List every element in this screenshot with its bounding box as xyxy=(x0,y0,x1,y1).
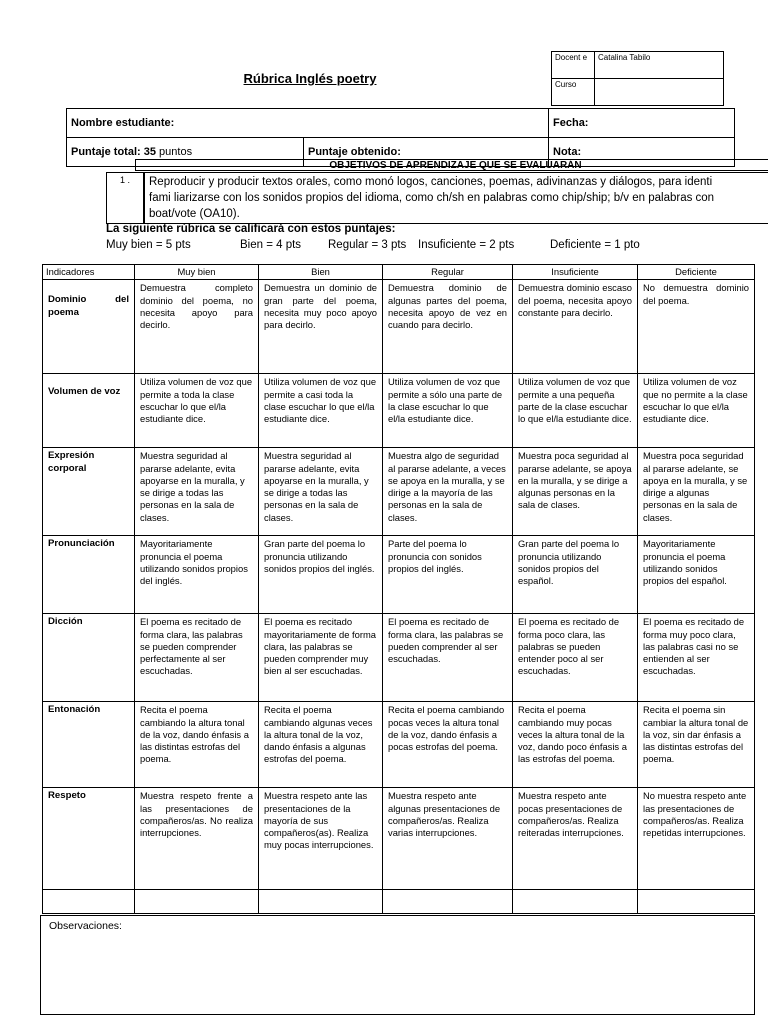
rubric-cell: Mayoritariamente pronuncia el poema utilizando sonidos propios del inglés. xyxy=(135,536,259,614)
rubric-cell: Recita el poema cambiando pocas veces la altura tonal de la voz, dando énfasis a pocas estrofas del poema. xyxy=(383,702,513,788)
rubric-cell: Mayoritariamente pronuncia el poema utilizando sonidos propios del español. xyxy=(638,536,755,614)
objective-line: fami liarizarse con los sonidos propios del idioma, como ch/sh en palabras como chip/ship; b/v en palabras con xyxy=(149,192,715,204)
rubric-cell: Demuestra completo dominio del poema, no necesita apoyo para decirlo. xyxy=(135,280,259,374)
table-row xyxy=(43,448,755,536)
rubric-cell: Muestra poca seguridad al pararse adelante, se apoya en la muralla, y se dirige a algunas personas en la sala de clases. xyxy=(513,448,638,536)
table-row xyxy=(43,614,755,702)
rubric-cell: El poema es recitado de forma muy poco clara, las palabras casi no se entienden al ser escuchadas. xyxy=(638,614,755,702)
empty-cell[interactable] xyxy=(259,890,383,914)
rubric-cell: Muestra seguridad al pararse adelante, evita apoyarse en la muralla, y se dirige a todas las personas en la sala de clases. xyxy=(135,448,259,536)
rubric-header-row xyxy=(43,265,755,280)
rubric-cell: Muestra respeto ante las presentaciones de la mayoría de sus compañeros(as). Realiza muy pocas interrupciones. xyxy=(259,788,383,890)
indicator-expresion: Expresión corporal xyxy=(43,448,135,536)
puntaje-obtenido-label: Puntaje obtenido: xyxy=(307,146,401,158)
curso-value[interactable] xyxy=(595,79,724,106)
fecha-field[interactable] xyxy=(549,109,735,138)
scale-heading: La siguiente rúbrica se calificará con estos puntajes: xyxy=(106,223,396,235)
nombre-estudiante-field[interactable] xyxy=(67,109,549,138)
rubric-cell: Recita el poema sin cambiar la altura tonal de la voz, sin dar énfasis a las distintas estrofas del poema. xyxy=(638,702,755,788)
puntaje-total-value: 35 xyxy=(143,146,156,158)
objective-line: boat/vote (OA10). xyxy=(149,208,240,220)
header-insuficiente: Insuficiente xyxy=(513,265,638,280)
table-row xyxy=(43,702,755,788)
indicator-pronunciacion: Pronunciación xyxy=(43,536,135,614)
rubric-cell: Demuestra un dominio de gran parte del poema, necesita muy poco apoyo para decirlo. xyxy=(259,280,383,374)
page-title: Rúbrica Inglés poetry xyxy=(243,71,377,86)
header-bien: Bien xyxy=(259,265,383,280)
rubric-cell: Parte del poema lo pronuncia con sonidos propios del inglés. xyxy=(383,536,513,614)
empty-cell[interactable] xyxy=(513,890,638,914)
observaciones-box[interactable] xyxy=(40,915,755,1015)
indicator-volumen: Volumen de voz xyxy=(43,374,135,448)
rubric-cell: Recita el poema cambiando muy pocas veces la altura tonal de la voz, dando poco énfasis a las estrofas del poema. xyxy=(513,702,638,788)
nota-label: Nota: xyxy=(553,146,582,158)
rubric-cell: Gran parte del poema lo pronuncia utilizando sonidos propios del inglés. xyxy=(259,536,383,614)
scale-item-bien: Bien = 4 pts xyxy=(240,239,302,251)
rubric-cell: No demuestra dominio del poema. xyxy=(638,280,755,374)
indicator-entonacion: Entonación xyxy=(43,702,135,788)
table-row-empty xyxy=(43,890,755,914)
table-row xyxy=(43,788,755,890)
rubric-cell: Recita el poema cambiando la altura tonal de la voz, dando énfasis a las distintas estrofas del poema. xyxy=(135,702,259,788)
empty-cell[interactable] xyxy=(383,890,513,914)
indicator-diccion: Dicción xyxy=(43,614,135,702)
rubric-cell: Muestra respeto ante algunas presentaciones de compañeros/as. Realiza varias interrupciones. xyxy=(383,788,513,890)
nombre-estudiante-label: Nombre estudiante: xyxy=(71,117,175,129)
rubric-cell: Muestra respeto ante pocas presentaciones de compañeros/as. Realiza reiteradas interrupciones. xyxy=(513,788,638,890)
header-indicadores: Indicadores xyxy=(43,265,135,280)
empty-cell[interactable] xyxy=(43,890,135,914)
rubric-cell: No muestra respeto ante las presentaciones de compañeros/as. Realiza repetidas interrupciones. xyxy=(638,788,755,890)
rubric-cell: Utiliza volumen de voz que permite a una pequeña parte de la clase escuchar lo que el/la estudiante dice. xyxy=(513,374,638,448)
rubric-cell: Demuestra dominio de algunas partes del poema, necesita apoyo de vez en cuando para decirlo. xyxy=(383,280,513,374)
teacher-info-box xyxy=(551,51,724,106)
rubric-cell: Utiliza volumen de voz que permite a sólo una parte de la clase escuchar lo que el/la estudiante dice. xyxy=(383,374,513,448)
empty-cell[interactable] xyxy=(638,890,755,914)
header-deficiente: Deficiente xyxy=(638,265,755,280)
indicator-respeto: Respeto xyxy=(43,788,135,890)
table-row xyxy=(43,536,755,614)
objective-line: Reproducir y producir textos orales, como monó logos, canciones, poemas, adivinanzas y diálogos, para identi xyxy=(149,176,713,188)
table-row xyxy=(43,374,755,448)
rubric-table xyxy=(42,264,755,914)
rubric-cell: El poema es recitado mayoritariamente de forma clara, las palabras se pueden comprender muy bien al ser escuchadas. xyxy=(259,614,383,702)
rubric-cell: Demuestra dominio escaso del poema, necesita apoyo constante para decirlo. xyxy=(513,280,638,374)
docente-label: Docent e xyxy=(552,52,595,79)
docente-value: Catalina Tabilo xyxy=(595,52,724,79)
rubric-cell: Utiliza volumen de voz que permite a toda la clase escuchar lo que el/la estudiante dice. xyxy=(135,374,259,448)
rubric-cell: Utiliza volumen de voz que permite a casi toda la clase escuchar lo que el/la estudiante dice. xyxy=(259,374,383,448)
observaciones-label: Observaciones: xyxy=(49,920,122,932)
rubric-cell: Recita el poema cambiando algunas veces la altura tonal de la voz, dando énfasis a algunas estrofas del poema. xyxy=(259,702,383,788)
rubric-cell: El poema es recitado de forma poco clara, las palabras se pueden entender poco al ser escuchadas. xyxy=(513,614,638,702)
indicator-dominio: Dominio del poema xyxy=(43,280,135,374)
puntaje-total-unit: puntos xyxy=(159,146,193,158)
rubric-cell: Gran parte del poema lo pronuncia utilizando sonidos propios del español. xyxy=(513,536,638,614)
header-muy-bien: Muy bien xyxy=(135,265,259,280)
objectives-header: OBJETIVOS DE APRENDIZAJE QUE SE EVALUARÁN xyxy=(135,159,768,171)
table-row xyxy=(43,280,755,374)
rubric-cell: Muestra poca seguridad al pararse adelante, se apoya en la muralla, y se dirige a algunas personas en la sala de clases. xyxy=(638,448,755,536)
rubric-cell: El poema es recitado de forma clara, las palabras se pueden comprender perfectamente al ser escuchadas. xyxy=(135,614,259,702)
objective-text xyxy=(144,172,768,224)
curso-label: Curso xyxy=(552,79,595,106)
scale-item-muy-bien: Muy bien = 5 pts xyxy=(106,239,191,251)
objective-number: 1 . xyxy=(106,172,144,224)
scale-item-regular: Regular = 3 pts xyxy=(328,239,407,251)
empty-cell[interactable] xyxy=(135,890,259,914)
rubric-cell: Muestra algo de seguridad al pararse adelante, a veces se apoya en la muralla, y se dirige a la mayoría de las personas en la sala de clases. xyxy=(383,448,513,536)
scale-item-insuficiente: Insuficiente = 2 pts xyxy=(418,239,515,251)
rubric-cell: Utiliza volumen de voz que no permite a la clase escuchar lo que el/la estudiante dice. xyxy=(638,374,755,448)
puntaje-total-label: Puntaje total: xyxy=(71,146,141,158)
rubric-cell: Muestra seguridad al pararse adelante, evita apoyarse en la muralla, y se dirige a todas las personas en la sala de clases. xyxy=(259,448,383,536)
scale-item-deficiente: Deficiente = 1 pto xyxy=(550,239,640,251)
rubric-cell: El poema es recitado de forma clara, las palabras se pueden comprender al ser escuchadas. xyxy=(383,614,513,702)
rubric-cell: Muestra respeto frente a las presentaciones de compañeros/as. No realiza interrupciones. xyxy=(135,788,259,890)
fecha-label: Fecha: xyxy=(553,117,589,129)
header-regular: Regular xyxy=(383,265,513,280)
